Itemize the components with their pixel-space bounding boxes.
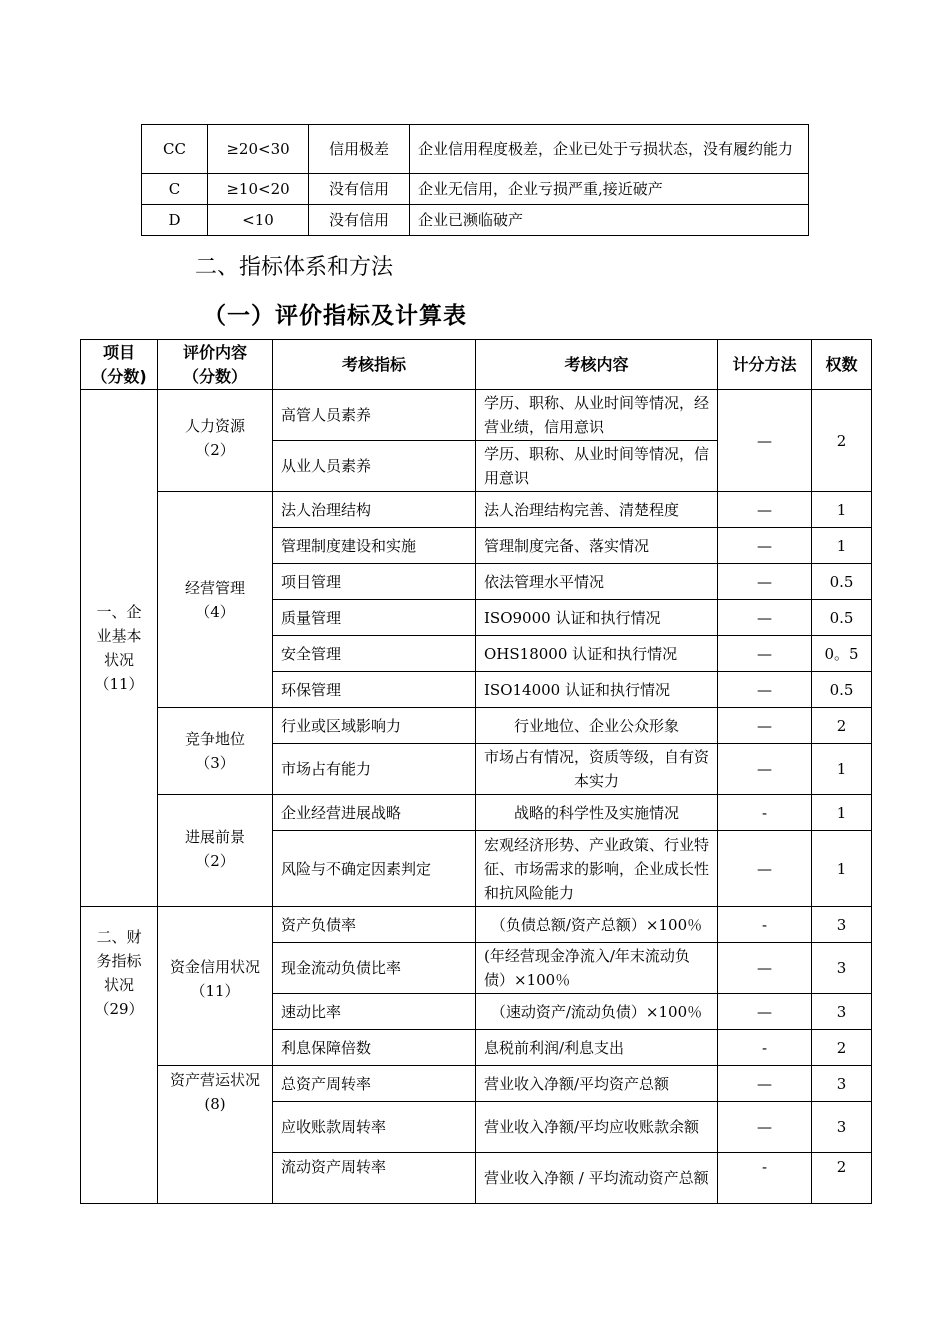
detail-cell: 行业地位、企业公众形象 xyxy=(476,708,718,744)
weight-cell: 0.5 xyxy=(812,600,872,636)
detail-cell: 战略的科学性及实施情况 xyxy=(476,795,718,831)
indicator-cell: 利息保障倍数 xyxy=(273,1030,476,1066)
weight-cell: 2 xyxy=(812,708,872,744)
header-method: 计分方法 xyxy=(718,340,812,390)
indicator-cell: 速动比率 xyxy=(273,994,476,1030)
indicator-cell: 从业人员素养 xyxy=(273,441,476,492)
indicator-cell: 总资产周转率 xyxy=(273,1066,476,1102)
method-cell: — xyxy=(718,943,812,994)
weight-cell: 0.5 xyxy=(812,564,872,600)
weight-cell: 1 xyxy=(812,492,872,528)
level-cell: 信用极差 xyxy=(309,125,410,174)
credit-rating-table xyxy=(141,124,809,236)
table-row xyxy=(142,205,809,236)
weight-cell: 3 xyxy=(812,907,872,943)
weight-cell: 2 xyxy=(812,1030,872,1066)
indicator-cell: 流动资产周转率 xyxy=(273,1153,476,1204)
subgroup-label: 竞争地位 （3） xyxy=(158,708,273,795)
indicator-cell: 质量管理 xyxy=(273,600,476,636)
grade-cell: D xyxy=(142,205,208,236)
score-cell: ≥20<30 xyxy=(208,125,309,174)
table-row xyxy=(81,795,872,831)
subsection-title: （一）评价指标及计算表 xyxy=(203,303,467,329)
detail-cell: OHS18000 认证和执行情况 xyxy=(476,636,718,672)
method-cell: — xyxy=(718,600,812,636)
subgroup-label: 资金信用状况 （11） xyxy=(158,907,273,1066)
score-cell: <10 xyxy=(208,205,309,236)
weight-cell: 1 xyxy=(812,528,872,564)
header-weight: 权数 xyxy=(812,340,872,390)
table-row xyxy=(81,907,872,943)
detail-cell: （负债总额/资产总额）×100％ xyxy=(476,907,718,943)
header-row xyxy=(81,340,872,390)
indicator-cell: 安全管理 xyxy=(273,636,476,672)
weight-cell: 1 xyxy=(812,795,872,831)
indicator-cell: 项目管理 xyxy=(273,564,476,600)
table-row xyxy=(81,390,872,441)
method-cell: — xyxy=(718,994,812,1030)
indicator-cell: 环保管理 xyxy=(273,672,476,708)
subgroup-label: 进展前景 （2） xyxy=(158,795,273,907)
section-title: 二、指标体系和方法 xyxy=(195,255,394,280)
method-cell: - xyxy=(718,795,812,831)
detail-cell: 学历、职称、从业时间等情况，信用意识 xyxy=(476,441,718,492)
desc-cell: 企业已濒临破产 xyxy=(410,205,809,236)
header-detail: 考核内容 xyxy=(476,340,718,390)
indicator-cell: 管理制度建设和实施 xyxy=(273,528,476,564)
detail-cell: 学历、职称、从业时间等情况，经营业绩，信用意识 xyxy=(476,390,718,441)
table-row xyxy=(81,1066,872,1102)
weight-cell: 3 xyxy=(812,1066,872,1102)
weight-cell: 1 xyxy=(812,744,872,795)
score-cell: ≥10<20 xyxy=(208,174,309,205)
grade-cell: C xyxy=(142,174,208,205)
method-cell: — xyxy=(718,636,812,672)
weight-cell: 2 xyxy=(812,1153,872,1204)
detail-cell: 营业收入净额/平均应收账款余额 xyxy=(476,1102,718,1153)
indicator-cell: 法人治理结构 xyxy=(273,492,476,528)
group-label: 二、财 务指标 状况 （29） xyxy=(81,907,158,1204)
indicator-cell: 企业经营进展战略 xyxy=(273,795,476,831)
weight-cell: 2 xyxy=(812,390,872,492)
weight-cell: 1 xyxy=(812,831,872,907)
detail-cell: ISO9000 认证和执行情况 xyxy=(476,600,718,636)
indicator-cell: 行业或区域影响力 xyxy=(273,708,476,744)
subgroup-label: 人力资源 （2） xyxy=(158,390,273,492)
indicator-cell: 高管人员素养 xyxy=(273,390,476,441)
evaluation-index-table xyxy=(80,339,872,1204)
method-cell: — xyxy=(718,744,812,795)
group-label: 一、企 业基本 状况 （11） xyxy=(81,390,158,907)
method-cell: — xyxy=(718,564,812,600)
method-cell: - xyxy=(718,1030,812,1066)
header-content: 评价内容 （分数） xyxy=(158,340,273,390)
weight-cell: 0.5 xyxy=(812,672,872,708)
detail-cell: （速动资产/流动负债）×100％ xyxy=(476,994,718,1030)
table-row xyxy=(142,125,809,174)
header-project: 项目 （分数) xyxy=(81,340,158,390)
weight-cell: 3 xyxy=(812,1102,872,1153)
header-indicator: 考核指标 xyxy=(273,340,476,390)
weight-cell: 3 xyxy=(812,943,872,994)
detail-cell: ISO14000 认证和执行情况 xyxy=(476,672,718,708)
table-row xyxy=(81,492,872,528)
level-cell: 没有信用 xyxy=(309,205,410,236)
detail-cell: 宏观经济形势、产业政策、行业特征、市场需求的影响，企业成长性和抗风险能力 xyxy=(476,831,718,907)
indicator-cell: 现金流动负债比率 xyxy=(273,943,476,994)
indicator-cell: 资产负债率 xyxy=(273,907,476,943)
method-cell: — xyxy=(718,708,812,744)
method-cell: - xyxy=(718,1153,812,1204)
indicator-cell: 市场占有能力 xyxy=(273,744,476,795)
weight-cell: 3 xyxy=(812,994,872,1030)
subgroup-label: 资产营运状况 (8) xyxy=(158,1066,273,1204)
method-cell: — xyxy=(718,492,812,528)
grade-cell: CC xyxy=(142,125,208,174)
detail-cell: 法人治理结构完善、清楚程度 xyxy=(476,492,718,528)
desc-cell: 企业信用程度极差，企业已处于亏损状态，没有履约能力 xyxy=(410,125,809,174)
method-cell: — xyxy=(718,390,812,492)
indicator-cell: 应收账款周转率 xyxy=(273,1102,476,1153)
detail-cell: 依法管理水平情况 xyxy=(476,564,718,600)
method-cell: — xyxy=(718,528,812,564)
detail-cell: 管理制度完备、落实情况 xyxy=(476,528,718,564)
detail-cell: 息税前利润/利息支出 xyxy=(476,1030,718,1066)
indicator-cell: 风险与不确定因素判定 xyxy=(273,831,476,907)
method-cell: — xyxy=(718,831,812,907)
detail-cell: 营业收入净额/平均资产总额 xyxy=(476,1066,718,1102)
method-cell: - xyxy=(718,907,812,943)
weight-cell: 0。5 xyxy=(812,636,872,672)
table-row xyxy=(142,174,809,205)
detail-cell: 市场占有情况，资质等级，自有资本实力 xyxy=(476,744,718,795)
method-cell: — xyxy=(718,1066,812,1102)
method-cell: — xyxy=(718,672,812,708)
subgroup-label: 经营管理 （4） xyxy=(158,492,273,708)
desc-cell: 企业无信用，企业亏损严重,接近破产 xyxy=(410,174,809,205)
detail-cell: (年经营现金净流入/年末流动负债）×100％ xyxy=(476,943,718,994)
method-cell: — xyxy=(718,1102,812,1153)
detail-cell: 营业收入净额 / 平均流动资产总额 xyxy=(476,1153,718,1204)
level-cell: 没有信用 xyxy=(309,174,410,205)
table-row xyxy=(81,708,872,744)
